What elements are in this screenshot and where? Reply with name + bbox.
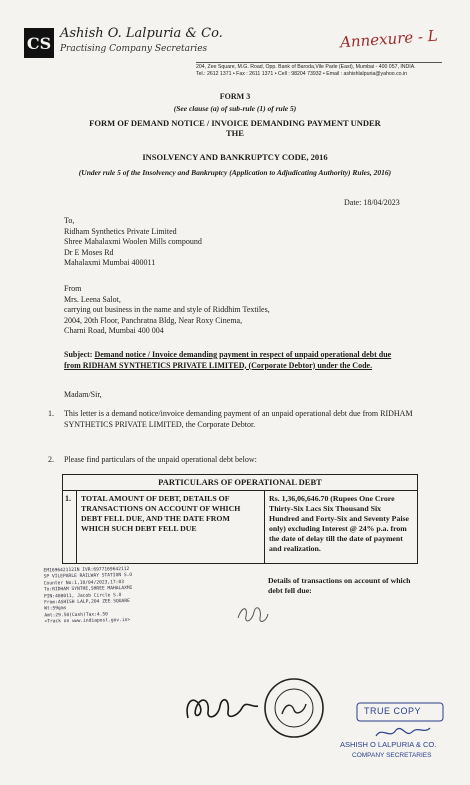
paragraph-number: 1. — [48, 409, 54, 418]
recipient-address — [64, 216, 202, 269]
form-number: FORM 3 — [219, 92, 251, 101]
from-line: 2004, 20th Floor, Panchratna Bldg, Near Roxy Cinema, — [64, 315, 243, 325]
form-heading-line-1: FORM OF DEMAND NOTICE / INVOICE DEMANDING PAYMENT UNDER — [89, 118, 381, 128]
attesting-firm: ASHISH O LALPURIA & CO. — [340, 740, 437, 749]
to-line: Dr E Moses Rd — [64, 247, 114, 257]
table-row — [63, 491, 417, 563]
clause-reference: (See clause (a) of sub-rule (1) of rule 5) — [173, 104, 297, 113]
to-line: Ridham Synthetics Private Limited — [64, 226, 177, 236]
signature — [180, 688, 260, 728]
from-line: Mrs. Leena Salot, — [64, 294, 121, 304]
salutation: Madam/Sir, — [64, 390, 102, 399]
true-copy-label: TRUE COPY — [364, 706, 422, 716]
handwritten-initials — [232, 600, 272, 630]
transaction-details: Details of transactions on account of which debt fell due: — [268, 576, 411, 595]
table-cell-value: Rs. 1,36,06,646.70 (Rupees One Crore Thirty-Six Lacs Six Thousand Six Hundred and Forty-Six and Seventy Paise only) excluding Interest @ 24% p.a. from the date of delay till the date of payment and realization. — [269, 494, 410, 553]
attesting-firm-subtitle: COMPANY SECRETARIES — [352, 752, 432, 759]
receipt-line: From:ASHISH LALP,204 ZEE SQUARE — [44, 599, 130, 606]
address-line-2: Tel.: 2612 1371 • Fax : 2611 1371 • Cell : 98204 73932 • Email : ashishlalpuria@yahoo.co.in — [196, 71, 408, 77]
from-label: From — [64, 284, 82, 293]
address-line-1: 204, Zee Square, M.G. Road, Opp. Bank of Baroda,Vile Parle (East), Mumbai - 400 057, INDIA. — [196, 64, 416, 70]
operational-debt-table — [62, 474, 418, 564]
from-line: Charni Road, Mumbai 400 004 — [64, 326, 164, 335]
table-header: PARTICULARS OF OPERATIONAL DEBT — [63, 475, 417, 491]
sender-address — [64, 284, 270, 337]
annexure-note: Annexure - L — [339, 26, 439, 52]
to-label: To, — [64, 216, 75, 225]
firm-logo — [24, 28, 54, 58]
form-heading-line-2: THE — [226, 128, 244, 138]
paragraph-text: This letter is a demand notice/invoice demanding payment of an unpaid operational debt due from RIDHAM SYNTHETICS PRIVATE LIMITED, the Corporate Debtor. — [64, 409, 413, 429]
receipt-line: EM169642112IN IVR:6977169642112 — [43, 566, 130, 574]
postal-receipt-stamp — [44, 566, 215, 627]
firm-subtitle: Practising Company Secretaries — [60, 44, 208, 54]
paragraph-number: 2. — [48, 455, 54, 464]
address-divider — [196, 62, 442, 63]
table-cell-number: 1. — [63, 491, 77, 563]
attestation-signature — [372, 722, 432, 742]
receipt-line: Amt:29.50(Cash)Tax:4.50 — [44, 612, 108, 619]
company-seal — [262, 676, 326, 740]
receipt-line: SP VILEPARLE RAILWAY STATION S.O — [43, 573, 133, 580]
subject-line — [64, 350, 404, 371]
notice-date: Date: 18/04/2023 — [344, 198, 400, 207]
from-line: carrying out business in the name and style of Riddhim Textiles, — [64, 305, 270, 314]
svg-text:CS: CS — [26, 34, 52, 53]
receipt-line: To:RIDHAM SYNTHE,SHREE MAHALAXMI — [43, 586, 133, 593]
table-cell-description: TOTAL AMOUNT OF DEBT, DETAILS OF TRANSACTIONS ON ACCOUNT OF WHICH DEBT FELL DUE, AND THE DATE FROM WHICH SUCH DEBT FELL DUE — [77, 491, 265, 563]
paragraph-text: Please find particulars of the unpaid operational debt below: — [64, 455, 257, 464]
under-rule-note: (Under rule 5 of the Insolvency and Bankruptcy (Application to Adjudicating Authority) Rules, 2016) — [78, 168, 392, 177]
to-line: Mahalaxmi Mumbai 400011 — [64, 258, 156, 267]
subject-label: Subject: — [64, 350, 93, 359]
receipt-line: PIN:400011, Jacob Circle S.O — [43, 592, 122, 600]
to-line: Shree Mahalaxmi Woolen Mills compound — [64, 237, 202, 246]
receipt-line: Wt:59gms — [44, 606, 67, 612]
form-heading-line-3: INSOLVENCY AND BANKRUPTCY CODE, 2016 — [142, 152, 328, 162]
subject-text: Demand notice / Invoice demanding payment in respect of unpaid operational debt due from RIDHAM SYNTHETICS PRIVATE LIMITED, (Corporate Debtor) under the Code. — [64, 350, 392, 370]
receipt-line: Counter No:1,18/04/2023,17:03 — [43, 579, 125, 587]
firm-name: Ashish O. Lalpuria & Co. — [60, 26, 223, 41]
receipt-line: <Track on www.indiapost.gov.in> — [44, 618, 131, 625]
